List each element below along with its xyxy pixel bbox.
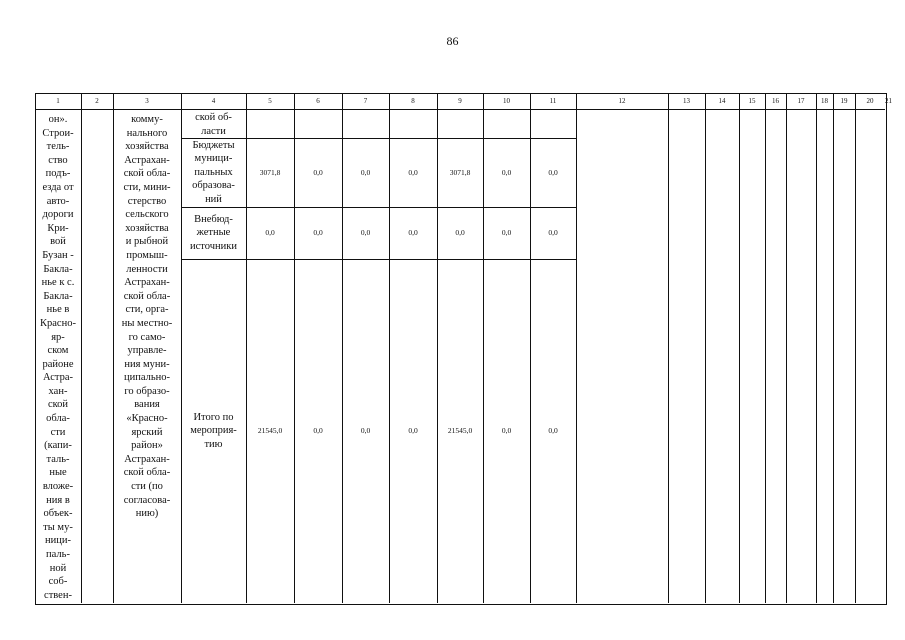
value-cell: 0,0 <box>265 228 275 237</box>
column-number: 13 <box>683 97 690 105</box>
column-number: 9 <box>458 97 462 105</box>
column-divider <box>765 93 766 603</box>
column-divider <box>576 93 577 603</box>
column-number: 11 <box>549 97 557 105</box>
column-divider <box>833 93 834 603</box>
column-number: 19 <box>840 97 848 105</box>
column-number: 20 <box>866 97 874 105</box>
row-label: Итого по мероприя- тию <box>190 411 237 450</box>
budget-table <box>35 93 892 604</box>
value-cell <box>437 109 483 138</box>
value-cell: 0,0 <box>313 426 323 435</box>
column-number: 7 <box>363 97 368 105</box>
column-number: 12 <box>618 97 626 105</box>
column-number: 10 <box>503 97 510 105</box>
value-cell: 0,0 <box>408 168 418 177</box>
executors-cell: комму- нального хозяйства Астрахан- ской обла- сти, мини- стерство сельского хозяйства и рыбной промыш- ленности Астрахан- ской обла- сти, орга- ны местно- го само- управле- ния муни- ципально- го образо- вания «Красно- ярский район» Астрахан- ской обла- сти (по согласова- нию) <box>121 114 173 520</box>
value-cell <box>342 109 389 138</box>
event-name-cell: он». Строи- тель- ство подъ- езда от авто- дороги Кри- вой Бузан - Бакла- нье к с. Бакла- нье в Красно- яр- ском районе Астра- хан- ской обла- сти (капи- таль- ные вложе- ния в объек- ты му- ници- паль- ной соб- ствен- <box>40 114 76 601</box>
column-divider <box>668 93 669 603</box>
column-number: 21 <box>885 97 892 105</box>
column-number: 2 <box>95 97 99 105</box>
value-cell <box>530 109 576 138</box>
value-cell: 0,0 <box>501 228 512 237</box>
value-cell: 3071,8 <box>259 168 281 177</box>
column-number: 4 <box>211 97 216 105</box>
value-cell: 0,0 <box>313 228 323 237</box>
column-divider <box>739 93 740 603</box>
row-label: ской об- ласти <box>195 112 232 137</box>
row-label: Бюджеты муници- пальных образова- ний <box>192 139 235 205</box>
column-divider <box>855 93 856 603</box>
value-cell <box>294 109 342 138</box>
value-cell: 0,0 <box>548 168 558 177</box>
row-label: Внебюд- жетные источники <box>190 213 237 252</box>
value-cell: 0,0 <box>313 168 323 177</box>
value-cell: 21545,0 <box>257 426 283 435</box>
value-cell: 0,0 <box>548 228 558 237</box>
value-cell: 0,0 <box>548 426 558 435</box>
value-cell: 0,0 <box>501 426 512 435</box>
value-cell: 3071,8 <box>449 168 471 177</box>
column-number: 16 <box>772 97 779 105</box>
page-number: 86 <box>446 34 459 48</box>
column-divider <box>81 93 82 603</box>
column-divider <box>786 93 787 603</box>
value-cell: 21545,0 <box>447 426 473 435</box>
column-number: 17 <box>797 97 805 105</box>
column-divider <box>705 93 706 603</box>
value-cell: 0,0 <box>408 426 418 435</box>
column-number: 15 <box>748 97 756 105</box>
column-number: 18 <box>821 97 828 105</box>
value-cell: 0,0 <box>360 426 371 435</box>
value-cell: 0,0 <box>501 168 512 177</box>
value-cell: 0,0 <box>360 228 371 237</box>
value-cell <box>389 109 437 138</box>
value-cell <box>246 109 294 138</box>
value-cell: 0,0 <box>408 228 418 237</box>
value-cell: 0,0 <box>455 228 465 237</box>
column-number: 5 <box>268 97 272 105</box>
column-number: 1 <box>56 97 60 105</box>
column-number: 6 <box>316 97 320 105</box>
column-divider <box>816 93 817 603</box>
column-number: 3 <box>145 97 149 105</box>
column-number: 14 <box>718 97 726 105</box>
column-number: 8 <box>411 97 415 105</box>
value-cell: 0,0 <box>360 168 371 177</box>
column-divider <box>113 93 114 603</box>
value-cell <box>483 109 530 138</box>
